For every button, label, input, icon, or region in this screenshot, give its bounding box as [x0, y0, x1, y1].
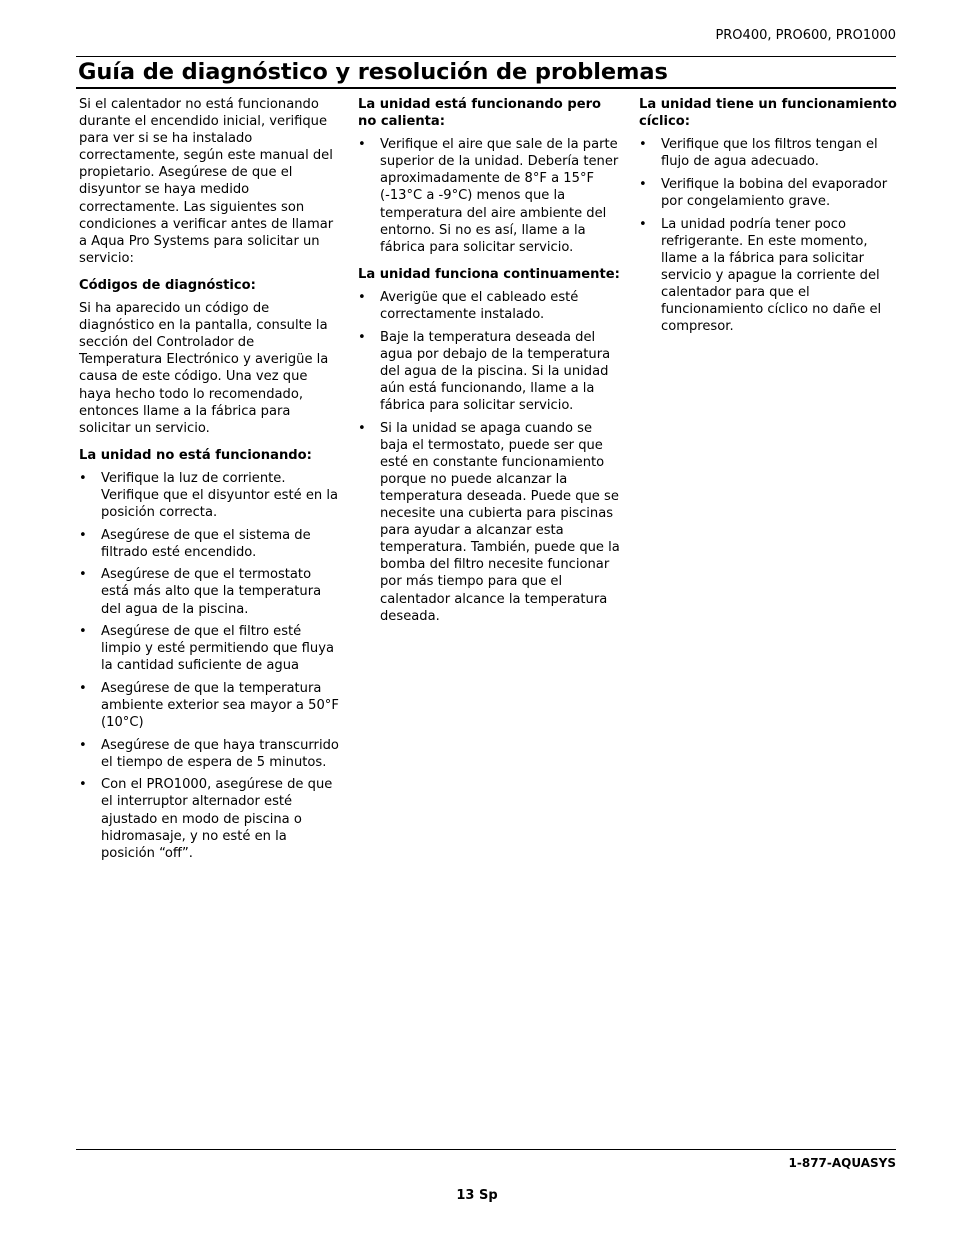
continuous-heading: La unidad funciona continuamente:: [358, 266, 620, 282]
bullet-icon: •: [79, 624, 87, 640]
diagnostic-codes-paragraph: Si ha aparecido un código de diagnóstico en la pantalla, consulte la sección del Controlador de Temperatura Electrónico y averigüe la causa de este código. Una vez que haya hecho todo lo recomendado, entonces llame a la fábrica para solicitar un servicio.: [79, 301, 329, 436]
list-item: [639, 136, 901, 170]
list-item: [639, 176, 901, 210]
page-title: Guía de diagnóstico y resolución de problemas: [78, 59, 668, 85]
bullet-icon: •: [79, 567, 87, 583]
list-item-text: Asegúrese de que haya transcurrido el tiempo de espera de 5 minutos.: [101, 737, 339, 770]
continuous-list: [358, 289, 620, 625]
bullet-icon: •: [79, 470, 87, 486]
column-left: [79, 96, 341, 872]
list-item-text: Asegúrese de que el sistema de filtrado esté encendido.: [101, 527, 311, 560]
list-item: [358, 329, 620, 414]
list-item-text: Asegúrese de que la temperatura ambiente exterior sea mayor a 50°F (10°C): [101, 680, 339, 731]
list-item-text: Con el PRO1000, asegúrese de que el interruptor alternador esté ajustado en modo de piscina o hidromasaje, y no esté en la posición “off”.: [101, 777, 333, 861]
list-item-text: Verifique la bobina del evaporador por congelamiento grave.: [661, 176, 888, 209]
cyclic-heading: La unidad tiene un funcionamiento cíclico:: [639, 97, 897, 130]
no-heat-heading: La unidad está funcionando pero no calienta:: [358, 97, 602, 130]
bullet-icon: •: [639, 216, 647, 232]
list-item: [358, 136, 620, 256]
list-item: [639, 216, 901, 336]
not-running-list: [79, 470, 341, 862]
bullet-icon: •: [358, 137, 366, 153]
bullet-icon: •: [639, 137, 647, 153]
list-item-text: Baje la temperatura deseada del agua por debajo de la temperatura del agua de la piscina. Si la unidad aún está funcionando, llame a la fábrica para solicitar servicio.: [380, 329, 611, 413]
diagnostic-codes-heading: Códigos de diagnóstico:: [79, 277, 256, 293]
page-number: 13 Sp: [456, 1188, 498, 1203]
bullet-icon: •: [79, 527, 87, 543]
cyclic-list: [639, 136, 901, 335]
no-heat-list: [358, 136, 620, 256]
bullet-icon: •: [79, 777, 87, 793]
list-item-text: Verifique la luz de corriente. Verifique que el disyuntor esté en la posición correcta.: [101, 470, 338, 521]
title-underline: [76, 87, 896, 89]
list-item: [79, 566, 341, 617]
list-item: [79, 680, 341, 731]
column-right: [639, 96, 901, 345]
list-item: [79, 470, 341, 521]
list-item: [79, 737, 341, 771]
list-item-text: Asegúrese de que el termostato está más alto que la temperatura del agua de la piscina.: [101, 567, 322, 617]
footer-divider: [76, 1149, 896, 1150]
bullet-icon: •: [639, 176, 647, 192]
list-item-text: Verifique que los filtros tengan el flujo de agua adecuado.: [661, 137, 878, 170]
intro-paragraph: Si el calentador no está funcionando durante el encendido inicial, verifique para ver si se ha instalado correctamente, según este manual del propietario. Asegúrese de que el disyuntor se haya medido correctamente. Las siguientes son condiciones a verificar antes de llamar a Aqua Pro Systems para solicitar un servicio:: [79, 97, 334, 266]
bullet-icon: •: [358, 289, 366, 305]
bullet-icon: •: [79, 737, 87, 753]
column-middle: [358, 96, 620, 635]
footer-phone: 1-877-AQUASYS: [788, 1156, 896, 1170]
list-item-text: La unidad podría tener poco refrigerante. En este momento, llame a la fábrica para solicitar servicio y apague la corriente del calentador para que el funcionamiento cíclico no dañe el compresor.: [661, 216, 882, 335]
list-item-text: Averigüe que el cableado esté correctamente instalado.: [380, 289, 579, 323]
list-item: [358, 420, 620, 625]
list-item-text: Asegúrese de que el filtro esté limpio y esté permitiendo que fluya la cantidad suficiente de agua: [101, 624, 334, 674]
list-item: [79, 527, 341, 561]
list-item: [358, 289, 620, 323]
bullet-icon: •: [358, 329, 366, 345]
header-divider: [76, 56, 896, 57]
bullet-icon: •: [358, 420, 366, 436]
list-item-text: Si la unidad se apaga cuando se baja el termostato, puede ser que esté en constante funcionamiento porque no puede alcanzar la temperatura deseada. Puede que se necesite una cubierta para piscinas para ayudar a alcanzar esta temperatura. También, puede que la bomba del filtro necesite funcionar por más tiempo para que el calentador alcance la temperatura deseada.: [380, 420, 620, 624]
list-item-text: Verifique el aire que sale de la parte superior de la unidad. Debería tener aproximadamente de 8°F a 15°F (-13°C a -9°C) menos que la temperatura del aire ambiente del entorno. Si no es así, llame a la fábrica para solicitar servicio.: [380, 137, 619, 255]
list-item: [79, 776, 341, 861]
list-item: [79, 623, 341, 674]
bullet-icon: •: [79, 680, 87, 696]
model-header: PRO400, PRO600, PRO1000: [715, 28, 896, 43]
not-running-heading: La unidad no está funcionando:: [79, 447, 312, 463]
